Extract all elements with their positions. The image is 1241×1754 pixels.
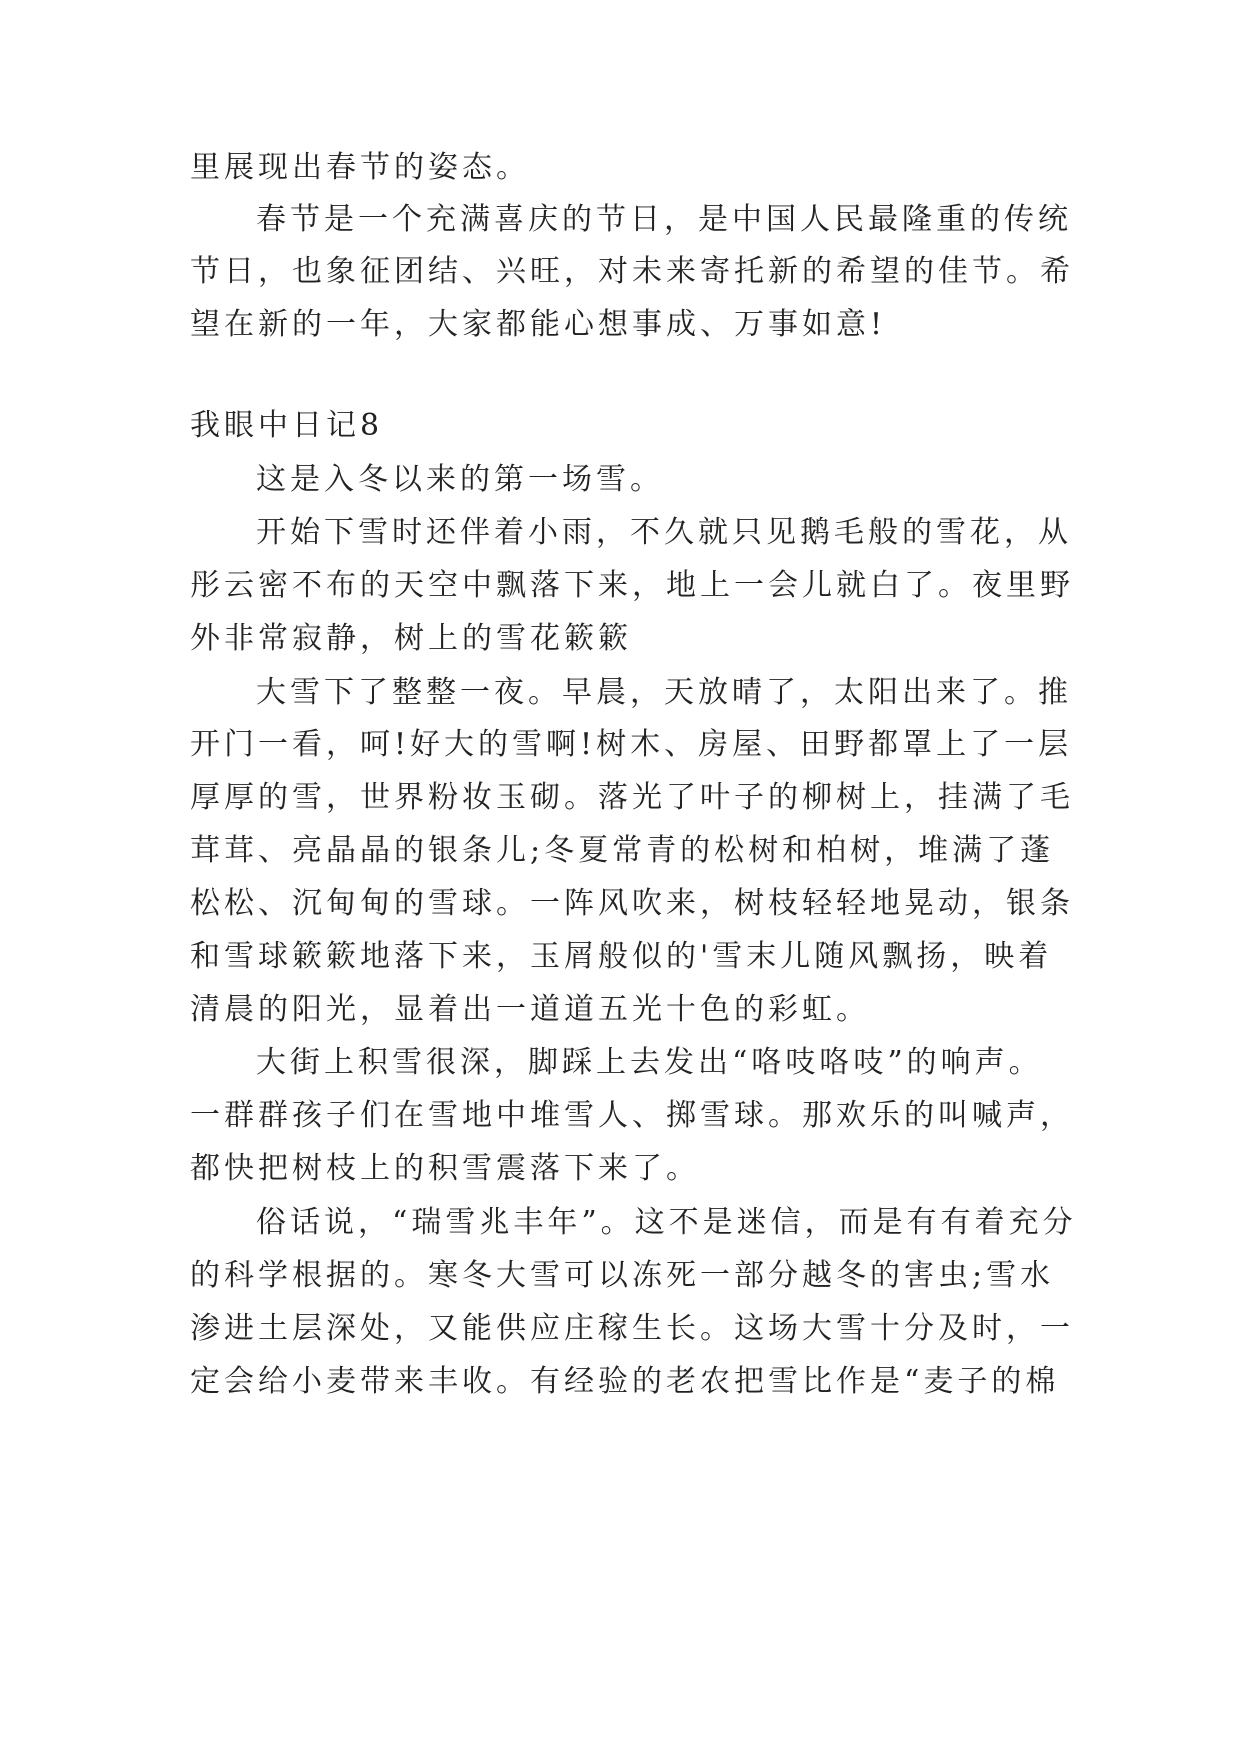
paragraph-first-line: 开始下雪时还伴着小雨，不久就只见鹅毛般的雪花，从 — [256, 515, 1072, 550]
paragraph-first-line: 俗话说，“瑞雪兆丰年”。这不是迷信，而是有有着充分 — [256, 1205, 1077, 1240]
section-heading: 我眼中日记8 — [190, 408, 384, 443]
text-line: 里展现出春节的姿态。 — [190, 150, 530, 185]
text-line: 松松、沉甸甸的雪球。一阵风吹来，树枝轻轻地晃动，银条 — [190, 886, 1074, 921]
text-line: 茸茸、亮晶晶的银条儿;冬夏常青的松树和柏树，堆满了蓬 — [190, 833, 1055, 868]
text-line: 和雪球簌簌地落下来，玉屑般似的'雪末儿随风飘扬，映着 — [190, 939, 1053, 974]
text-line: 渗进土层深处，又能供应庄稼生长。这场大雪十分及时，一 — [190, 1311, 1074, 1346]
text-line: 一群群孩子们在雪地中堆雪人、掷雪球。那欢乐的叫喊声， — [190, 1098, 1074, 1133]
text-line: 望在新的一年，大家都能心想事成、万事如意! — [190, 307, 887, 342]
text-line: 彤云密不布的天空中飘落下来，地上一会儿就白了。夜里野 — [190, 568, 1074, 603]
text-line: 的科学根据的。寒冬大雪可以冻死一部分越冬的害虫;雪水 — [190, 1258, 1055, 1293]
paragraph-first-line: 大街上积雪很深，脚踩上去发出“咯吱咯吱”的响声。 — [256, 1045, 1043, 1080]
text-line: 清晨的阳光，显着出一道道五光十色的彩虹。 — [190, 992, 870, 1027]
text-line: 开门一看，呵!好大的雪啊!树木、房屋、田野都罩上了一层 — [190, 727, 1073, 762]
text-line: 都快把树枝上的积雪震落下来了。 — [190, 1151, 700, 1186]
paragraph-first-line: 这是入冬以来的第一场雪。 — [256, 462, 664, 497]
text-line: 节日，也象征团结、兴旺，对未来寄托新的希望的佳节。希 — [190, 254, 1074, 289]
paragraph-first-line: 大雪下了整整一夜。早晨，天放晴了，太阳出来了。推 — [256, 675, 1072, 710]
paragraph-first-line: 春节是一个充满喜庆的节日，是中国人民最隆重的传统 — [256, 202, 1072, 237]
text-line: 定会给小麦带来丰收。有经验的老农把雪比作是“麦子的棉 — [190, 1364, 1060, 1399]
text-line: 厚厚的雪，世界粉妆玉砌。落光了叶子的柳树上，挂满了毛 — [190, 780, 1074, 815]
text-line: 外非常寂静，树上的雪花簌簌 — [190, 621, 632, 656]
